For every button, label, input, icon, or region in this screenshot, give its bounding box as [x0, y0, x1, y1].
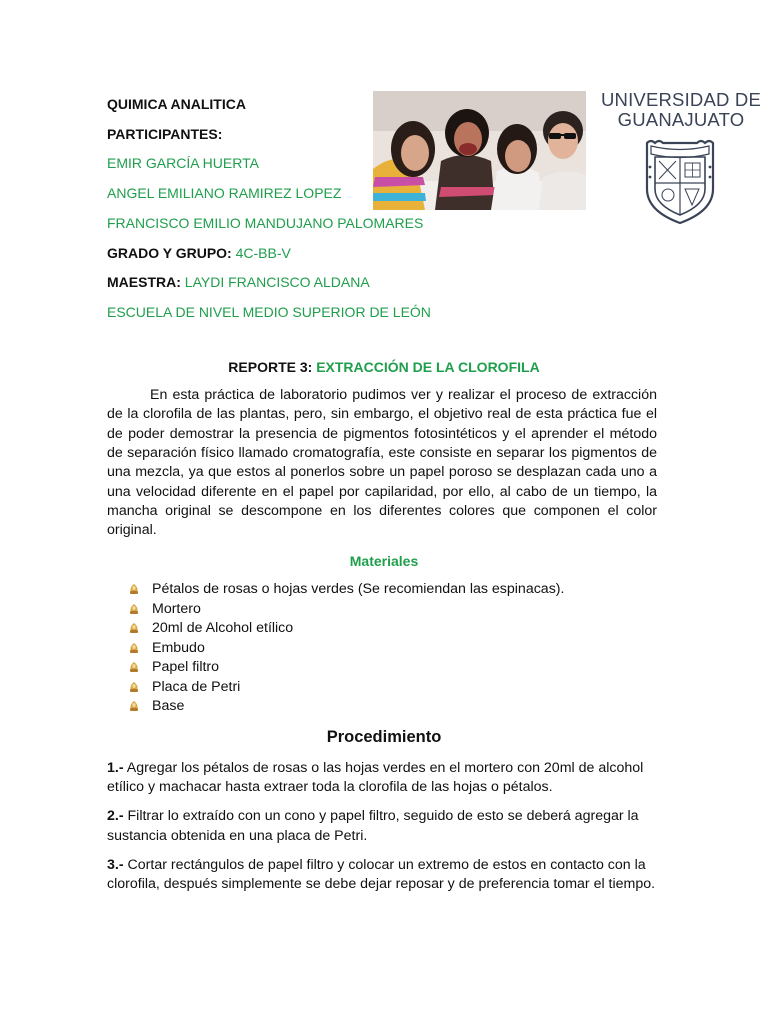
- step-number: 2.-: [107, 808, 124, 825]
- school-name: ESCUELA DE NIVEL MEDIO SUPERIOR DE LEÓN: [107, 303, 431, 320]
- step-text: Filtrar lo extraído con un cono y papel filtro, seguido de esto se deberá agregar la sustancia obtenida en una placa de Petri.: [107, 808, 639, 844]
- report-title: EXTRACCIÓN DE LA CLOROFILA: [316, 359, 540, 375]
- materials-list: [128, 580, 648, 717]
- bullet-icon: [128, 622, 140, 635]
- procedure-step: [107, 759, 659, 798]
- intro-paragraph: En esta práctica de laboratorio pudimos ver y realizar el proceso de extracción de la clorofila de las plantas, pero, sin embargo, el objetivo real de esta práctica fue el de poder demostrar la presencia de pigmentos fotosintéticos y el aprender el método de separación físico llamado cromatografía, este consiste en separar los pigmentos de una mezcla, ya que estos al ponerlos sobre un papel poroso se desplazan cada uno a una velocidad diferente en el papel por capilaridad, por ello, al cabo de un tiempo, la mancha original se descompone en los diferentes colores que componen el color original.: [107, 387, 657, 539]
- material-item: [128, 678, 648, 698]
- university-seal-icon: [641, 137, 719, 225]
- bullet-icon: [128, 603, 140, 616]
- university-name-line1: UNIVERSIDAD DE: [600, 89, 762, 110]
- material-text: Mortero: [152, 600, 201, 617]
- material-item: [128, 580, 648, 600]
- material-text: Embudo: [152, 639, 205, 656]
- report-number: REPORTE 3:: [228, 359, 313, 375]
- bullet-icon: [128, 661, 140, 674]
- university-name-line2: GUANAJUATO: [617, 109, 745, 130]
- university-logo: [598, 90, 764, 228]
- step-number: 3.-: [107, 856, 124, 873]
- participant-name: FRANCISCO EMILIO MANDUJANO PALOMARES: [107, 214, 424, 231]
- grade-group-line: [107, 239, 467, 269]
- report-heading: [107, 357, 661, 377]
- participant-name: ANGEL EMILIANO RAMIREZ LOPEZ: [107, 185, 342, 202]
- material-text: Pétalos de rosas o hojas verdes (Se recomiendan las espinacas).: [152, 581, 565, 597]
- bullet-icon: [128, 642, 140, 655]
- teacher-label: MAESTRA:: [107, 274, 181, 291]
- bullet-icon: [128, 681, 140, 694]
- procedure-heading: Procedimiento: [326, 728, 442, 746]
- material-item: [128, 619, 648, 639]
- material-text: Placa de Petri: [152, 678, 241, 695]
- material-text: 20ml de Alcohol etílico: [152, 620, 294, 636]
- step-text: Cortar rectángulos de papel filtro y colocar un extremo de estos en contacto con la clorofila, después simplemente se debe dejar reposar y de preferencia tomar el tiempo.: [107, 856, 656, 892]
- bullet-icon: [128, 583, 140, 596]
- material-text: Base: [152, 698, 185, 714]
- material-item: [128, 697, 648, 717]
- step-text: Agregar los pétalos de rosas o las hojas verdes en el mortero con 20ml de alcohol etílico y machacar hasta extraer toda la clorofila de las hojas o pétalos.: [107, 760, 644, 796]
- group-photo: [373, 91, 586, 210]
- teacher-line: [107, 268, 467, 298]
- teacher-name: LAYDI FRANCISCO ALDANA: [184, 274, 370, 291]
- course-title: QUIMICA ANALITICA: [107, 96, 246, 112]
- material-text: Papel filtro: [152, 659, 220, 675]
- bullet-icon: [128, 700, 140, 713]
- grade-group-value: 4C-BB-V: [235, 244, 291, 261]
- participants-label: PARTICIPANTES:: [107, 125, 223, 142]
- material-item: [128, 639, 648, 659]
- step-number: 1.-: [107, 760, 124, 776]
- participant-name: EMIR GARCÍA HUERTA: [107, 155, 259, 172]
- material-item: [128, 658, 648, 678]
- procedure-step: [107, 856, 659, 895]
- procedure-steps: [107, 759, 659, 904]
- procedure-step: [107, 807, 659, 846]
- material-item: [128, 600, 648, 620]
- materials-heading: Materiales: [349, 553, 419, 569]
- grade-group-label: GRADO Y GRUPO:: [107, 244, 232, 261]
